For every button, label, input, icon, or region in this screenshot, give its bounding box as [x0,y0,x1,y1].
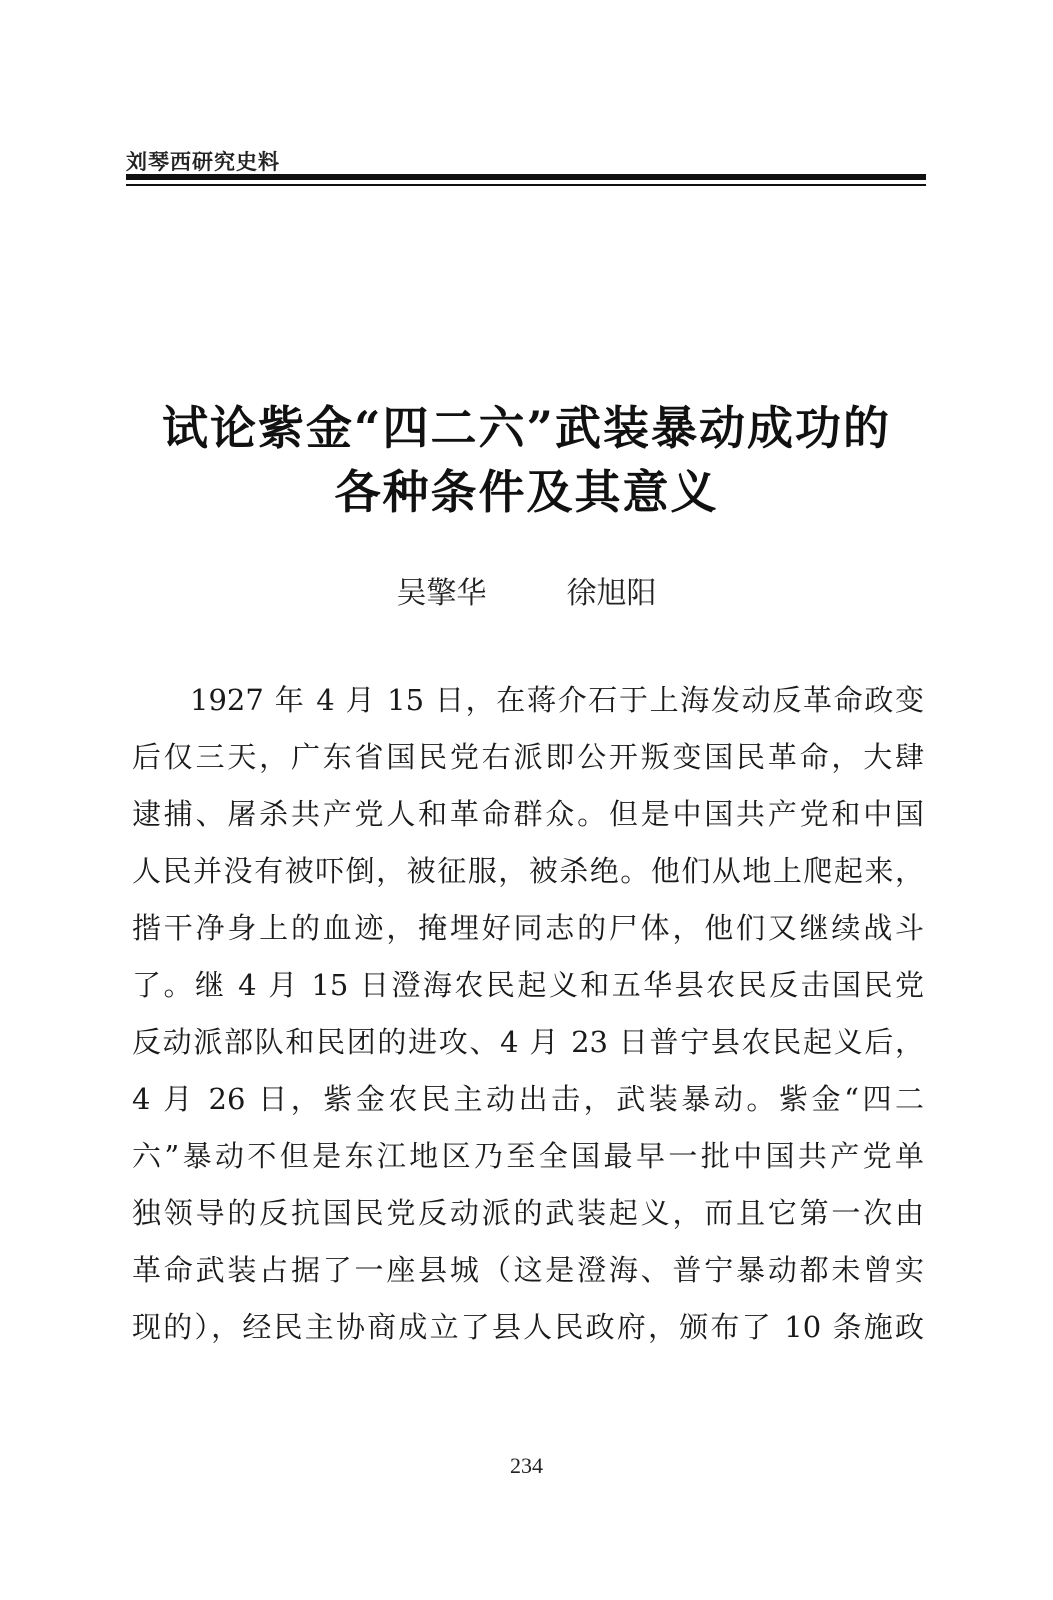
body-line: 揩干净身上的血迹，掩埋好同志的尸体，他们又继续战斗 [132,911,924,945]
body-line: 独领导的反抗国民党反动派的武装起义，而且它第一次由 [132,1196,924,1230]
author-byline [100,568,953,612]
body-line: 人民并没有被吓倒，被征服，被杀绝。他们从地上爬起来， [132,854,924,888]
header-rule-thin [126,184,926,186]
article-title-line-1: 试论紫金“四二六”武装暴动成功的 [162,401,891,455]
body-line: 逮捕、屠杀共产党人和革命群众。但是中国共产党和中国 [132,797,924,831]
body-line: 革命武装占据了一座县城（这是澄海、普宁暴动都未曾实 [132,1253,924,1287]
page-number: 234 [510,1453,543,1478]
body-line: 后仅三天，广东省国民党右派即公开叛变国民革命，大肆 [132,740,924,774]
article-title-line-2: 各种条件及其意义 [334,465,719,519]
body-line: 1927 年 4 月 15 日，在蒋介石于上海发动反革命政变 [190,683,924,717]
author-name: 徐旭阳 [566,576,657,611]
body-line: 了。继 4 月 15 日澄海农民起义和五华县农民反击国民党 [132,968,924,1002]
running-header: 刘琴西研究史料 [126,150,280,174]
body-line: 4 月 26 日，紫金农民主动出击，武装暴动。紫金“四二 [132,1082,924,1116]
body-line: 六”暴动不但是东江地区乃至全国最早一批中国共产党单 [132,1139,924,1173]
header-rule-thick [126,174,926,180]
author-name: 吴擎华 [396,576,487,611]
article-body [132,672,924,1356]
body-line: 反动派部队和民团的进攻、4 月 23 日普宁县农民起义后， [132,1025,924,1059]
body-line: 现的），经民主协商成立了县人民政府，颁布了 10 条施政 [132,1310,924,1344]
